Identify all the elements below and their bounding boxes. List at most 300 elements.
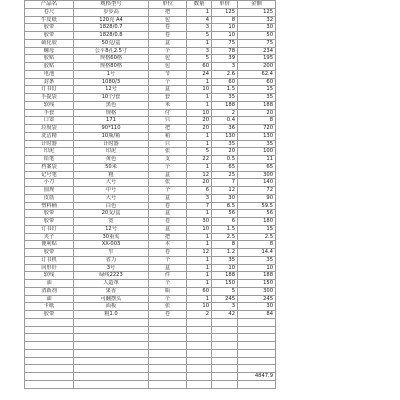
header-cell-unit[interactable]: 单位 — [149, 1, 187, 9]
cell-quantity[interactable]: 1 — [187, 210, 212, 218]
cell-amount[interactable]: 180 — [238, 218, 276, 226]
cell-product-name[interactable]: 牛皮纸 — [25, 16, 74, 24]
cell-unit-price[interactable]: 2.6 — [212, 70, 238, 78]
cell-amount[interactable]: 150 — [238, 280, 276, 288]
cell-spec[interactable]: 粗1.0 — [74, 311, 149, 319]
cell-unit[interactable]: 盒 — [149, 39, 187, 47]
cell-unit[interactable]: 盒 — [149, 86, 187, 94]
cell-spec[interactable]: 黄色 — [74, 156, 149, 164]
cell-amount[interactable]: 234 — [238, 47, 276, 55]
cell-product-name[interactable]: 油 — [25, 295, 74, 303]
cell-quantity[interactable] — [187, 357, 212, 365]
cell-product-name[interactable] — [25, 365, 74, 373]
cell-spec[interactable]: 171 — [74, 117, 149, 125]
cell-unit-price[interactable]: 125 — [212, 8, 238, 16]
cell-unit[interactable]: 只 — [149, 117, 187, 125]
cell-amount[interactable] — [238, 318, 276, 326]
cell-product-name[interactable]: 胶贴 — [25, 63, 74, 71]
cell-unit-price[interactable]: 8 — [212, 241, 238, 249]
cell-quantity[interactable]: 30 — [187, 218, 212, 226]
cell-unit-price[interactable] — [212, 357, 238, 365]
cell-quantity[interactable] — [187, 326, 212, 334]
cell-unit[interactable]: 套 — [149, 94, 187, 102]
cell-amount[interactable] — [238, 334, 276, 342]
cell-product-name[interactable]: 胶贴 — [25, 55, 74, 63]
cell-unit-price[interactable]: 10 — [212, 32, 238, 40]
cell-unit[interactable]: 包 — [149, 55, 187, 63]
cell-amount[interactable]: 188 — [238, 272, 276, 280]
cell-amount[interactable]: 2.5 — [238, 233, 276, 241]
cell-quantity[interactable]: 20 — [187, 179, 212, 187]
cell-unit-price[interactable]: 20 — [212, 148, 238, 156]
cell-product-name[interactable]: 圆规 — [25, 187, 74, 195]
cell-amount[interactable]: 90 — [238, 194, 276, 202]
cell-product-name[interactable]: 档案袋 — [25, 163, 74, 171]
cell-unit[interactable]: 节 — [149, 70, 187, 78]
cell-amount[interactable] — [238, 342, 276, 350]
cell-amount[interactable] — [238, 380, 276, 388]
cell-unit-price[interactable]: 10 — [212, 24, 238, 32]
cell-amount[interactable]: 15 — [238, 86, 276, 94]
cell-unit-price[interactable]: 2 — [212, 109, 238, 117]
cell-amount[interactable]: 20 — [238, 109, 276, 117]
cell-product-name[interactable]: 订书机 — [25, 256, 74, 264]
cell-quantity[interactable] — [187, 318, 212, 326]
cell-unit-price[interactable]: 245 — [212, 295, 238, 303]
cell-product-name[interactable]: 订书钉 — [25, 86, 74, 94]
cell-product-name[interactable]: 胶带 — [25, 311, 74, 319]
cell-unit[interactable] — [149, 326, 187, 334]
cell-amount[interactable]: 30 — [238, 24, 276, 32]
cell-product-name[interactable] — [25, 326, 74, 334]
cell-product-name[interactable]: 夹子 — [25, 233, 74, 241]
cell-product-name[interactable]: 封条 — [25, 78, 74, 86]
cell-product-name[interactable]: 软线 — [25, 101, 74, 109]
header-cell-quantity[interactable]: 数量 — [187, 1, 212, 9]
cell-unit[interactable] — [149, 334, 187, 342]
cell-amount[interactable]: 56 — [238, 210, 276, 218]
cell-unit-price[interactable]: 8 — [212, 16, 238, 24]
cell-product-name[interactable]: 洗洁精 — [25, 132, 74, 140]
cell-unit-price[interactable] — [212, 365, 238, 373]
cell-spec[interactable]: 人造革 — [74, 280, 149, 288]
cell-unit-price[interactable]: 188 — [212, 272, 238, 280]
cell-product-name[interactable]: 印泥 — [25, 148, 74, 156]
cell-quantity[interactable] — [187, 342, 212, 350]
cell-unit-price[interactable]: 35 — [212, 94, 238, 102]
cell-quantity[interactable]: 10 — [187, 303, 212, 311]
header-cell-product-name[interactable]: 产品名 — [25, 1, 74, 9]
cell-unit[interactable]: 只 — [149, 140, 187, 148]
cell-amount[interactable]: 10 — [238, 264, 276, 272]
cell-unit-price[interactable]: 7 — [212, 179, 238, 187]
cell-amount[interactable]: 84 — [238, 311, 276, 319]
cell-amount[interactable] — [238, 349, 276, 357]
cell-quantity[interactable]: 7 — [187, 202, 212, 210]
cell-spec[interactable]: 大号 — [74, 194, 149, 202]
cell-product-name[interactable]: 计时器 — [25, 140, 74, 148]
cell-amount[interactable] — [238, 357, 276, 365]
cell-unit-price[interactable]: 0.5 — [212, 156, 238, 164]
cell-unit-price[interactable]: 10 — [212, 264, 238, 272]
cell-unit-price[interactable]: 75 — [212, 39, 238, 47]
cell-spec[interactable] — [74, 318, 149, 326]
cell-quantity[interactable]: 6 — [187, 187, 212, 195]
cell-unit-price[interactable]: 1.5 — [212, 225, 238, 233]
cell-spec[interactable] — [74, 380, 149, 388]
cell-quantity[interactable]: 1 — [187, 163, 212, 171]
cell-amount[interactable]: 32 — [238, 16, 276, 24]
cell-unit[interactable]: 支 — [149, 156, 187, 164]
cell-unit-price[interactable] — [212, 334, 238, 342]
cell-quantity[interactable]: 3 — [187, 47, 212, 55]
cell-product-name[interactable]: 胶带 — [25, 24, 74, 32]
cell-unit[interactable] — [149, 357, 187, 365]
cell-amount[interactable]: 50 — [238, 32, 276, 40]
cell-unit[interactable]: 张 — [149, 179, 187, 187]
cell-unit[interactable]: 米 — [149, 101, 187, 109]
cell-unit-price[interactable]: 3 — [212, 63, 238, 71]
cell-product-name[interactable] — [25, 318, 74, 326]
cell-unit[interactable]: 本 — [149, 241, 187, 249]
cell-spec[interactable]: 黑色 — [74, 101, 149, 109]
cell-unit[interactable]: 把 — [149, 8, 187, 16]
cell-product-name[interactable]: 手套 — [25, 109, 74, 117]
cell-unit-price[interactable]: 1.2 — [212, 249, 238, 257]
cell-product-name[interactable] — [25, 342, 74, 350]
cell-unit[interactable]: 卷 — [149, 218, 187, 226]
cell-unit[interactable]: 盒 — [149, 225, 187, 233]
cell-spec[interactable]: 30重夹 — [74, 233, 149, 241]
header-cell-unit-price[interactable]: 单价 — [212, 1, 238, 9]
cell-unit[interactable]: 付 — [149, 109, 187, 117]
cell-spec[interactable]: 步步高 — [74, 8, 149, 16]
cell-unit[interactable] — [149, 349, 187, 357]
cell-spec[interactable]: 规格80格 — [74, 63, 149, 71]
cell-spec[interactable]: 50米 — [74, 163, 149, 171]
cell-amount[interactable]: 125 — [238, 8, 276, 16]
cell-quantity[interactable]: 60 — [187, 287, 212, 295]
cell-quantity[interactable]: 5 — [187, 148, 212, 156]
cell-spec[interactable]: 计时器 — [74, 140, 149, 148]
cell-spec[interactable] — [74, 373, 149, 381]
cell-product-name[interactable] — [25, 334, 74, 342]
cell-quantity[interactable] — [187, 373, 212, 381]
cell-quantity[interactable]: 60 — [187, 63, 212, 71]
cell-quantity[interactable]: 3 — [187, 194, 212, 202]
cell-quantity[interactable] — [187, 334, 212, 342]
cell-amount[interactable]: 130 — [238, 132, 276, 140]
cell-quantity[interactable] — [187, 380, 212, 388]
cell-spec[interactable]: 20支/盒 — [74, 210, 149, 218]
cell-unit-price[interactable]: 36 — [212, 125, 238, 133]
cell-product-name[interactable]: 清新剂 — [25, 287, 74, 295]
cell-quantity[interactable]: 22 — [187, 156, 212, 164]
cell-spec[interactable] — [74, 365, 149, 373]
cell-unit-price[interactable]: 78 — [212, 47, 238, 55]
cell-amount[interactable]: 35 — [238, 94, 276, 102]
cell-spec[interactable]: 1号 — [74, 70, 149, 78]
cell-product-name[interactable]: 螺母 — [25, 47, 74, 55]
cell-amount[interactable]: 59.5 — [238, 202, 276, 210]
cell-product-name[interactable]: 记号笔 — [25, 171, 74, 179]
cell-quantity[interactable]: 20 — [187, 125, 212, 133]
cell-spec[interactable]: 50克/盒 — [74, 39, 149, 47]
cell-spec[interactable]: 1080/3 — [74, 78, 149, 86]
cell-quantity[interactable]: 1 — [187, 280, 212, 288]
cell-spec[interactable]: 1828/0.8 — [74, 32, 149, 40]
header-cell-spec[interactable]: 规格型号 — [74, 1, 149, 9]
cell-quantity[interactable]: 1 — [187, 94, 212, 102]
cell-quantity[interactable]: 1 — [187, 78, 212, 86]
cell-spec[interactable]: 印泥 — [74, 148, 149, 156]
cell-spec[interactable]: 12号 — [74, 225, 149, 233]
cell-unit-price[interactable]: 150 — [212, 280, 238, 288]
cell-unit[interactable]: 盒 — [149, 210, 187, 218]
cell-unit-price[interactable]: 0.4 — [212, 117, 238, 125]
cell-quantity[interactable]: 5 — [187, 55, 212, 63]
cell-unit[interactable]: 卷 — [149, 311, 187, 319]
cell-amount[interactable]: 195 — [238, 55, 276, 63]
cell-spec[interactable]: XX-003 — [74, 241, 149, 249]
cell-amount[interactable]: 140 — [238, 179, 276, 187]
cell-spec[interactable] — [74, 342, 149, 350]
cell-unit-price[interactable]: 35 — [212, 140, 238, 148]
cell-unit-price[interactable] — [212, 326, 238, 334]
cell-unit[interactable]: 张 — [149, 148, 187, 156]
cell-unit[interactable]: 个 — [149, 187, 187, 195]
cell-spec[interactable]: 窄 — [74, 249, 149, 257]
cell-product-name[interactable]: 小刀 — [25, 179, 74, 187]
cell-spec[interactable] — [74, 349, 149, 357]
cell-unit-price[interactable]: 130 — [212, 132, 238, 140]
cell-amount[interactable]: 300 — [238, 287, 276, 295]
cell-product-name[interactable]: 塑料桶 — [25, 202, 74, 210]
cell-amount[interactable]: 60 — [238, 78, 276, 86]
cell-spec[interactable]: 宽 — [74, 218, 149, 226]
cell-unit[interactable]: 卷 — [149, 24, 187, 32]
cell-product-name[interactable]: 口罩 — [25, 117, 74, 125]
cell-spec[interactable]: 可翻摆头 — [74, 295, 149, 303]
cell-product-name[interactable]: 卡纸 — [25, 303, 74, 311]
cell-quantity[interactable]: 1 — [187, 39, 212, 47]
cell-quantity[interactable]: 12 — [187, 249, 212, 257]
cell-unit[interactable]: 盒 — [149, 171, 187, 179]
cell-unit[interactable]: 个 — [149, 163, 187, 171]
cell-spec[interactable]: 规格60格 — [74, 55, 149, 63]
cell-product-name[interactable] — [25, 380, 74, 388]
cell-spec[interactable]: 果香 — [74, 287, 149, 295]
cell-unit[interactable]: 瓶 — [149, 287, 187, 295]
cell-product-name[interactable]: 皮筋 — [25, 194, 74, 202]
cell-unit-price[interactable] — [212, 380, 238, 388]
cell-unit[interactable]: 卷 — [149, 32, 187, 40]
cell-amount[interactable]: 65 — [238, 163, 276, 171]
cell-amount[interactable]: 30 — [238, 303, 276, 311]
cell-unit[interactable]: 包 — [149, 16, 187, 24]
cell-spec[interactable]: 粗 — [74, 171, 149, 179]
cell-unit[interactable]: 卷 — [149, 202, 187, 210]
cell-product-name[interactable]: 胶带 — [25, 32, 74, 40]
cell-spec[interactable]: 90*110 — [74, 125, 149, 133]
cell-quantity[interactable]: 2 — [187, 311, 212, 319]
cell-product-name[interactable]: 胶带 — [25, 218, 74, 226]
cell-unit[interactable] — [149, 365, 187, 373]
cell-quantity[interactable]: 1 — [187, 295, 212, 303]
cell-unit[interactable]: 箱 — [149, 132, 187, 140]
cell-unit[interactable]: 个 — [149, 295, 187, 303]
cell-quantity[interactable]: 1 — [187, 233, 212, 241]
cell-unit-price[interactable]: 1.5 — [212, 86, 238, 94]
cell-quantity[interactable]: 1 — [187, 272, 212, 280]
cell-spec[interactable]: 公平8孔2.5寸 — [74, 47, 149, 55]
cell-amount[interactable] — [238, 326, 276, 334]
cell-amount[interactable] — [238, 365, 276, 373]
cell-unit[interactable]: 个 — [149, 256, 187, 264]
cell-spec[interactable]: 10个/套 — [74, 94, 149, 102]
cell-amount[interactable]: 11 — [238, 156, 276, 164]
cell-amount[interactable]: 15 — [238, 225, 276, 233]
cell-unit[interactable]: 盒 — [149, 264, 187, 272]
cell-spec[interactable] — [74, 357, 149, 365]
cell-unit-price[interactable]: 42 — [212, 311, 238, 319]
cell-unit-price[interactable]: 6 — [212, 218, 238, 226]
cell-unit[interactable]: 包 — [149, 63, 187, 71]
cell-product-name[interactable]: 胶带 — [25, 249, 74, 257]
cell-spec[interactable] — [74, 326, 149, 334]
cell-unit-price[interactable]: 5 — [212, 287, 238, 295]
cell-product-name[interactable]: 电池 — [25, 70, 74, 78]
cell-spec[interactable]: 省力 — [74, 256, 149, 264]
cell-amount[interactable]: 8 — [238, 241, 276, 249]
cell-unit-price[interactable]: 2.5 — [212, 233, 238, 241]
cell-amount[interactable]: 720 — [238, 125, 276, 133]
cell-unit-price[interactable]: 188 — [212, 101, 238, 109]
cell-amount[interactable]: 35 — [238, 256, 276, 264]
cell-product-name[interactable]: 胶带 — [25, 210, 74, 218]
cell-spec[interactable]: 中号 — [74, 187, 149, 195]
cell-spec[interactable]: 12号 — [74, 86, 149, 94]
cell-product-name[interactable]: 硫化胶 — [25, 39, 74, 47]
cell-unit[interactable] — [149, 318, 187, 326]
cell-amount[interactable]: 188 — [238, 101, 276, 109]
cell-amount[interactable]: 72 — [238, 187, 276, 195]
cell-quantity[interactable]: 20 — [187, 117, 212, 125]
cell-spec[interactable]: 面板 — [74, 303, 149, 311]
cell-spec[interactable]: 10瓶/箱 — [74, 132, 149, 140]
cell-product-name[interactable] — [25, 357, 74, 365]
cell-amount[interactable]: 14.4 — [238, 249, 276, 257]
header-cell-amount[interactable]: 金额 — [238, 1, 276, 9]
cell-quantity[interactable]: 3 — [187, 24, 212, 32]
cell-product-name[interactable] — [25, 349, 74, 357]
cell-unit[interactable]: 件 — [149, 272, 187, 280]
cell-unit-price[interactable] — [212, 318, 238, 326]
cell-product-name[interactable]: 便利贴 — [25, 241, 74, 249]
cell-unit-price[interactable]: 3 — [212, 303, 238, 311]
cell-amount[interactable]: 100 — [238, 148, 276, 156]
cell-unit[interactable] — [149, 380, 187, 388]
cell-quantity[interactable]: 10 — [187, 86, 212, 94]
cell-product-name[interactable]: 手提袋 — [25, 94, 74, 102]
cell-amount[interactable]: 35 — [238, 140, 276, 148]
cell-quantity[interactable]: 1 — [187, 256, 212, 264]
cell-unit[interactable]: 盒 — [149, 194, 187, 202]
cell-unit-price[interactable]: 60 — [212, 78, 238, 86]
cell-quantity[interactable]: 24 — [187, 70, 212, 78]
cell-unit-price[interactable]: 35 — [212, 256, 238, 264]
cell-spec[interactable]: 规格 — [74, 109, 149, 117]
cell-quantity[interactable]: 1 — [187, 241, 212, 249]
cell-product-name[interactable]: 油 — [25, 280, 74, 288]
cell-quantity[interactable]: 1 — [187, 101, 212, 109]
cell-unit-price[interactable]: 65 — [212, 163, 238, 171]
cell-unit-price[interactable]: 30 — [212, 194, 238, 202]
cell-quantity[interactable]: 1 — [187, 132, 212, 140]
cell-unit-price[interactable]: 25 — [212, 171, 238, 179]
cell-unit-price[interactable]: 8.5 — [212, 202, 238, 210]
cell-quantity[interactable]: 4 — [187, 16, 212, 24]
cell-spec[interactable]: 120克 A4 — [74, 16, 149, 24]
cell-product-name[interactable]: 卷尺 — [25, 8, 74, 16]
cell-unit-price[interactable] — [212, 373, 238, 381]
cell-unit[interactable]: 个 — [149, 47, 187, 55]
cell-unit[interactable]: 张 — [149, 303, 187, 311]
cell-amount[interactable]: 300 — [238, 171, 276, 179]
cell-quantity[interactable]: 5 — [187, 32, 212, 40]
cell-spec[interactable]: 1828/0.7 — [74, 24, 149, 32]
cell-spec[interactable]: 大号 — [74, 179, 149, 187]
cell-quantity[interactable]: 1 — [187, 264, 212, 272]
cell-unit[interactable]: 个 — [149, 78, 187, 86]
cell-product-name[interactable]: 回形针 — [25, 264, 74, 272]
cell-product-name[interactable]: 软线 — [25, 272, 74, 280]
cell-quantity[interactable]: 1 — [187, 140, 212, 148]
cell-amount[interactable]: 75 — [238, 39, 276, 47]
cell-quantity[interactable]: 12 — [187, 171, 212, 179]
cell-unit[interactable]: 个 — [149, 280, 187, 288]
cell-spec[interactable] — [74, 334, 149, 342]
cell-quantity[interactable] — [187, 365, 212, 373]
cell-spec[interactable]: 绿线2223 — [74, 272, 149, 280]
cell-product-name[interactable]: 铅笔 — [25, 156, 74, 164]
cell-unit[interactable] — [149, 373, 187, 381]
cell-spec[interactable]: 3号 — [74, 264, 149, 272]
cell-quantity[interactable]: 1 — [187, 8, 212, 16]
cell-quantity[interactable] — [187, 349, 212, 357]
cell-unit[interactable] — [149, 342, 187, 350]
cell-product-name[interactable]: 垃圾袋 — [25, 125, 74, 133]
cell-amount[interactable]: 200 — [238, 63, 276, 71]
cell-product-name[interactable] — [25, 373, 74, 381]
cell-spec[interactable]: 白色 — [74, 202, 149, 210]
cell-unit[interactable]: 把 — [149, 125, 187, 133]
cell-unit[interactable]: 卷 — [149, 249, 187, 257]
cell-unit-price[interactable] — [212, 349, 238, 357]
cell-amount[interactable]: 8 — [238, 117, 276, 125]
cell-unit-price[interactable]: 12 — [212, 187, 238, 195]
cell-quantity[interactable]: 10 — [187, 225, 212, 233]
cell-unit-price[interactable] — [212, 342, 238, 350]
cell-product-name[interactable]: 订书钉 — [25, 225, 74, 233]
cell-quantity[interactable]: 10 — [187, 109, 212, 117]
cell-amount[interactable]: 4847.9 — [238, 373, 276, 381]
cell-unit-price[interactable]: 56 — [212, 210, 238, 218]
cell-amount[interactable]: 245 — [238, 295, 276, 303]
cell-unit-price[interactable]: 39 — [212, 55, 238, 63]
cell-unit[interactable]: 把 — [149, 233, 187, 241]
cell-amount[interactable]: 62.4 — [238, 70, 276, 78]
